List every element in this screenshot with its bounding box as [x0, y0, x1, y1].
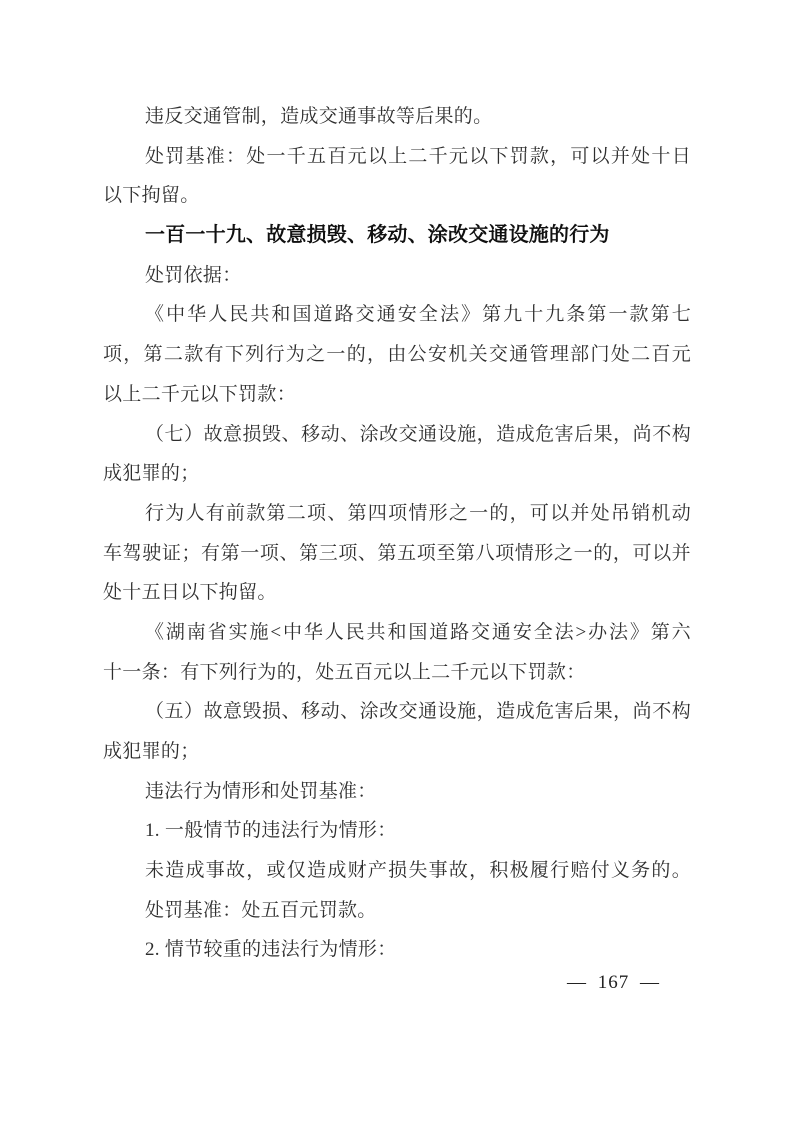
page-number: — 167 —: [567, 972, 660, 993]
text-line: 处罚依据：: [145, 264, 242, 286]
text-line: 违法行为情形和处罚基准：: [145, 780, 377, 802]
text-line: 车驾驶证；有第一项、第三项、第五项至第八项情形之一的，可以并: [103, 542, 691, 564]
text-line: 以上二千元以下罚款：: [103, 383, 297, 405]
text-line: 成犯罪的；: [103, 463, 200, 485]
text-line: 十一条：有下列行为的，处五百元以上二千元以下罚款：: [103, 661, 586, 683]
text-line: 《中华人民共和国道路交通安全法》第九十九条第一款第七: [145, 304, 691, 326]
text-line: 违反交通管制，造成交通事故等后果的。: [145, 106, 493, 127]
text-line: 成犯罪的；: [103, 741, 200, 762]
text-line: 处罚基准：处一千五百元以上二千元以下罚款，可以并处十日: [145, 145, 691, 167]
text-line: 1. 一般情节的违法行为情形：: [145, 820, 397, 842]
text-line: （七）故意损毁、移动、涂改交通设施，造成危害后果，尚不构: [145, 423, 691, 445]
text-line: 以下拘留。: [103, 185, 200, 207]
text-line: 2. 情节较重的违法行为情形：: [145, 939, 397, 961]
text-line: 行为人有前款第二项、第四项情形之一的，可以并处吊销机动: [145, 502, 691, 524]
section-heading: 一百一十九、故意损毁、移动、涂改交通设施的行为: [145, 224, 610, 247]
text-line: 未造成事故，或仅造成财产损失事故，积极履行赔付义务的。: [145, 860, 691, 882]
text-line: 《湖南省实施<中华人民共和国道路交通安全法>办法》第六: [145, 621, 691, 643]
text-line: 处十五日以下拘留。: [103, 582, 277, 604]
text-block: [103, 97, 691, 970]
text-line: 处罚基准：处五百元罚款。: [145, 899, 377, 921]
text-line: （五）故意毁损、移动、涂改交通设施，造成危害后果，尚不构: [145, 701, 691, 723]
text-line: 项，第二款有下列行为之一的，由公安机关交通管理部门处二百元: [103, 344, 691, 366]
